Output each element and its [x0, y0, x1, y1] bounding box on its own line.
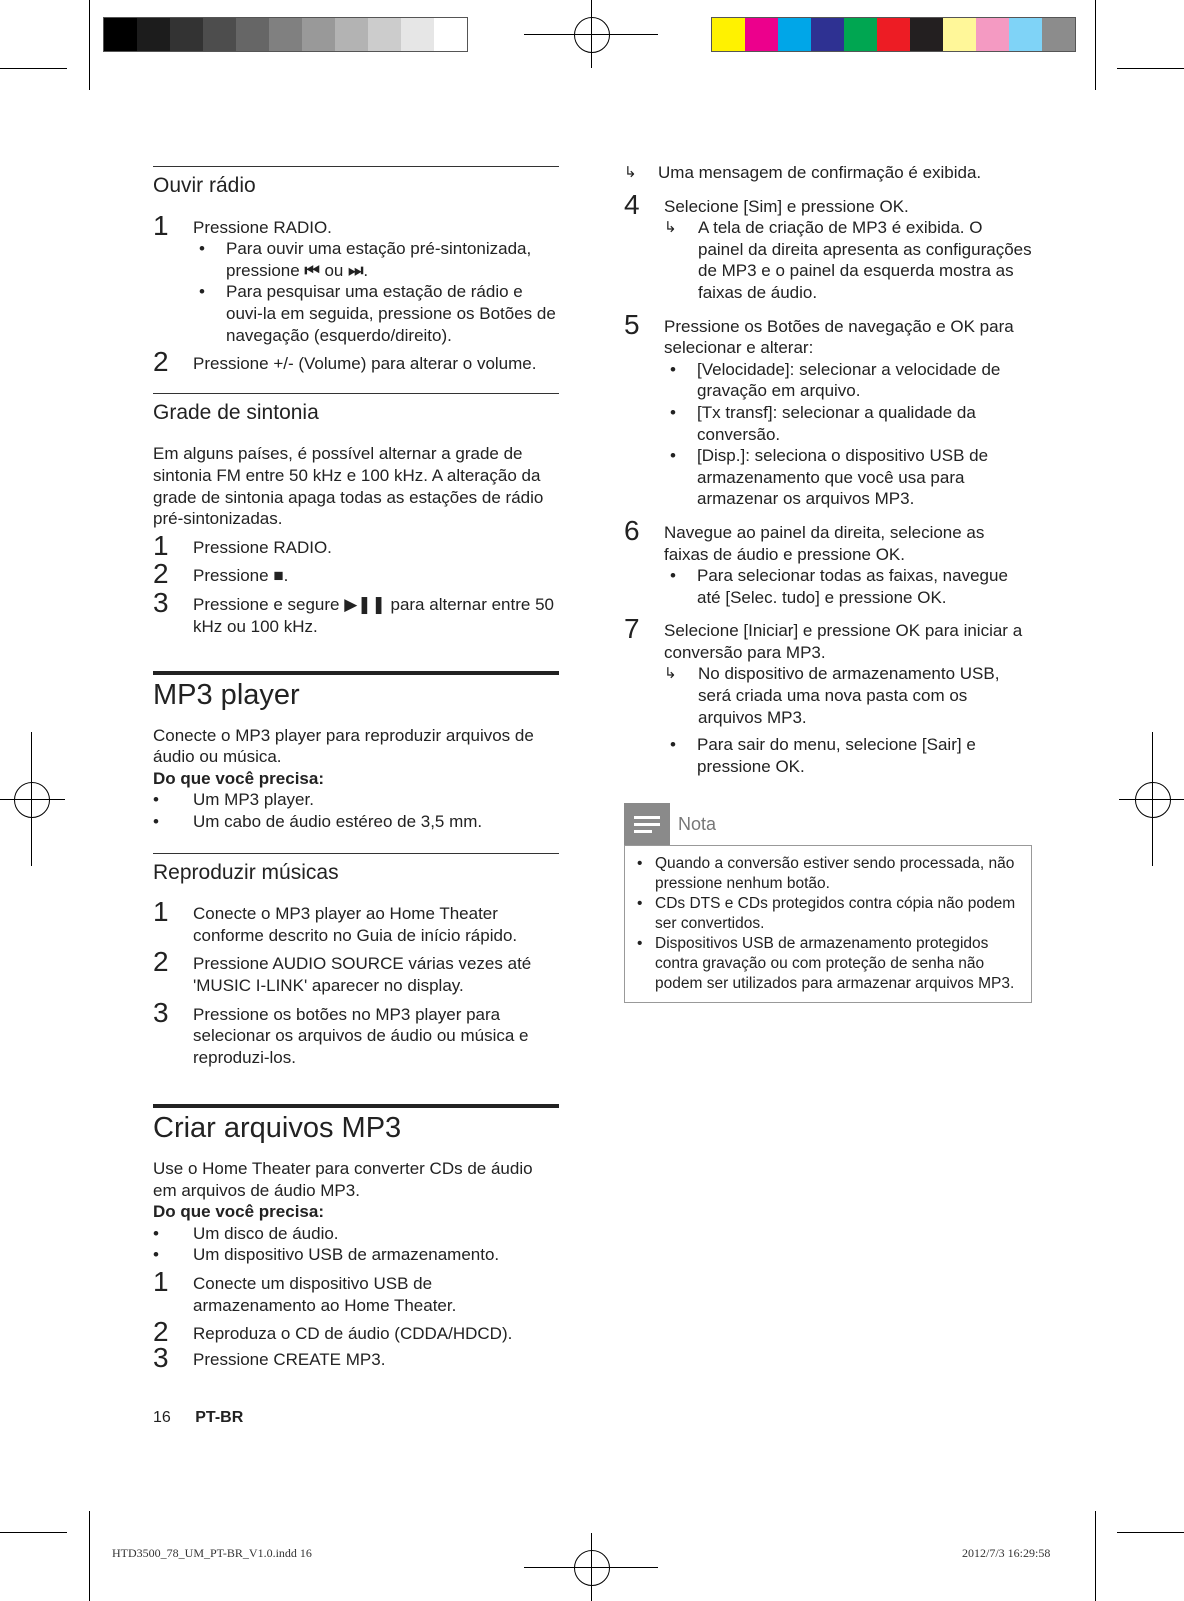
requirements-label: [153, 1201, 559, 1223]
bullet-text: : seleciona o dispositivo USB de armazenamento que você usa para armazenar os arquivos MP3.: [697, 446, 989, 509]
bullet-text: Um disco de áudio.: [193, 1223, 339, 1243]
color-swatch: [778, 18, 811, 51]
bullet-icon: •: [637, 935, 643, 953]
step-text: Conecte um dispositivo USB de armazenamento ao Home Theater.: [193, 1273, 457, 1315]
bullet-icon: •: [199, 239, 205, 259]
bullet-text: Um dispositivo USB de armazenamento.: [193, 1245, 500, 1265]
color-swatch: [976, 18, 1009, 51]
bullet-icon: •: [670, 566, 676, 586]
step-number: 3: [153, 1341, 169, 1373]
step-text: e: [931, 316, 951, 336]
note-text: Quando a conversão estiver sendo processada, não pressione nenhum botão.: [655, 855, 1015, 893]
file-slug: HTD3500_78_UM_PT-BR_V1.0.indd 16: [112, 1546, 312, 1560]
bullet-text: e pressione: [819, 587, 918, 607]
requirements-label-text: Do que você precisa:: [153, 768, 325, 788]
language-code: PT-BR: [195, 1409, 244, 1426]
step: [153, 209, 559, 347]
key-label: [Selec. tudo]: [725, 587, 820, 607]
paragraph: Em alguns países, é possível alternar a grade de sintonia FM entre 50 kHz e 100 kHz. A alteração da grade de sintonia apaga todas as estações de rádio pré-sintonizadas.: [153, 444, 544, 529]
color-swatch: [844, 18, 877, 51]
step-number: 3: [153, 996, 169, 1028]
key-label: [Velocidade]: [697, 359, 790, 379]
step-text: Pressione: [193, 566, 274, 586]
bullet-text: Para pesquisar uma estação de rádio e ouvi-la em seguida, pressione os: [226, 282, 523, 323]
registration-mark: [591, 0, 592, 68]
key-label: RADIO: [273, 537, 328, 557]
key-label: [Disp.]: [697, 446, 746, 466]
step-number: 7: [624, 613, 640, 645]
note-box: [624, 845, 1032, 1003]
color-swatch: [712, 18, 745, 51]
step-text: .: [327, 217, 332, 237]
bullet-text: : selecionar a qualidade da conversão.: [697, 402, 976, 444]
color-swatch: [203, 18, 236, 51]
key-label: OK: [917, 587, 942, 607]
bullet-icon: •: [637, 855, 643, 873]
bullet-text: Um cabo de áudio estéreo de 3,5 mm.: [193, 812, 483, 832]
bullet-item: [664, 359, 1032, 402]
registration-mark: [574, 17, 610, 53]
bullet-icon: •: [637, 895, 643, 913]
note-icon: [624, 803, 670, 845]
key-label: [Sim]: [743, 196, 783, 216]
step-text: Pressione: [193, 954, 273, 974]
color-swatch: [877, 18, 910, 51]
key-label: Volume: [304, 354, 361, 374]
step-number: 2: [153, 1316, 169, 1348]
step-text: Reproduza o CD de áudio (CDDA/HDCD).: [193, 1324, 513, 1344]
bullet-icon: •: [153, 790, 159, 810]
date-slug: 2012/7/3 16:29:58: [962, 1546, 1051, 1560]
requirements-label: [153, 768, 559, 790]
bullet-icon: •: [670, 359, 676, 379]
key-label: RADIO: [273, 217, 328, 237]
step: [153, 996, 559, 1069]
bullet-text: : selecionar a velocidade de gravação em arquivo.: [697, 359, 1001, 401]
step-text: .: [380, 1349, 386, 1369]
step-text: Selecione: [664, 621, 744, 641]
step-number: 6: [624, 514, 640, 546]
step-number: 4: [624, 188, 640, 220]
color-swatch: [335, 18, 368, 51]
crop-mark: [1095, 0, 1096, 90]
bullet-icon: •: [153, 1223, 159, 1243]
registration-mark: [1152, 732, 1153, 866]
step-number: 1: [153, 209, 169, 241]
bullet-item: [193, 238, 559, 281]
bullet-item: [193, 281, 559, 346]
key-label: OK: [875, 544, 901, 564]
bullet-text: .: [941, 587, 947, 607]
step-text: várias vezes até ': [193, 954, 532, 996]
step-text: para selecionar e alterar:: [664, 316, 1014, 358]
key-label: CREATE MP3: [273, 1349, 381, 1369]
bullet-item: [153, 811, 559, 833]
key-label: Botões de navegação: [767, 316, 932, 336]
bullet-item: [664, 734, 1032, 777]
step: [153, 1341, 559, 1373]
section-rule: [153, 393, 559, 394]
step-text: .: [904, 196, 909, 216]
step-number: 2: [153, 346, 169, 378]
result-item: [664, 663, 1032, 728]
result-text: Uma mensagem de confirmação é exibida.: [658, 163, 982, 182]
step: [624, 188, 1032, 304]
step: [153, 529, 559, 561]
bullet-item: [664, 402, 1032, 445]
step-text: Pressione: [193, 537, 274, 557]
key-label: OK: [775, 756, 800, 776]
color-bar: [711, 17, 1076, 52]
section-title: Ouvir rádio: [153, 174, 256, 197]
color-swatch: [1009, 18, 1042, 51]
color-swatch: [401, 18, 434, 51]
arrow-icon: ↳: [664, 219, 677, 237]
registration-mark: [591, 1533, 592, 1601]
step: [153, 1265, 559, 1316]
note-item: [637, 854, 1019, 894]
right-column: [624, 162, 1032, 1003]
color-swatch: [302, 18, 335, 51]
key-label: MUSIC I-LINK: [196, 976, 304, 996]
registration-mark: [1135, 782, 1171, 818]
bullet-text: Para selecionar todas as faixas, navegue até: [697, 566, 1008, 607]
step-text: Pressione: [193, 217, 274, 237]
note-text: Dispositivos USB de armazenamento protegidos contra gravação ou com proteção de senha não podem ser utilizados para armazenar arquivos MP3.: [655, 935, 1015, 993]
step-text: Selecione: [664, 196, 744, 216]
bullet-text: Para ouvir uma estação pré-sintonizada, pressione: [226, 239, 532, 280]
step-text: para iniciar a conversão para MP3.: [664, 621, 1023, 662]
crop-mark: [0, 1532, 67, 1533]
bullet-text: Para sair do menu, selecione: [697, 735, 922, 755]
color-swatch: [434, 18, 467, 51]
step-number: 2: [153, 558, 169, 590]
crop-mark: [89, 0, 90, 90]
step-text: .: [900, 544, 905, 564]
bullet-icon: •: [670, 735, 676, 755]
note-item: [637, 934, 1019, 994]
bullet-item: [664, 445, 1032, 510]
page-number: 16: [153, 1409, 171, 1426]
color-swatch: [1042, 18, 1075, 51]
bullet-icon: •: [670, 402, 676, 422]
section-rule: [153, 853, 559, 854]
bullet-item: [664, 565, 1032, 608]
section-title: Reproduzir músicas: [153, 860, 339, 884]
step-text: Pressione e segure: [193, 594, 345, 614]
step-text: Conecte o MP3 player ao Home Theater conforme descrito no Guia de início rápido.: [193, 904, 518, 945]
step-text: e pressione: [782, 196, 880, 216]
step-text: Pressione os botões no MP3 player para selecionar os arquivos de áudio ou música e reproduzi-los.: [193, 1004, 529, 1067]
step-text: .: [327, 537, 332, 557]
next-icon: ⏭: [348, 260, 364, 280]
color-swatch: [269, 18, 302, 51]
requirements-label-text: Do que você precisa:: [153, 1202, 325, 1222]
section-title: Grade de sintonia: [153, 400, 319, 424]
step-number: 1: [153, 529, 169, 561]
stop-icon: ■: [273, 566, 284, 586]
key-label: [Tx transf]: [697, 402, 773, 422]
bullet-text: Um MP3 player.: [193, 790, 314, 810]
step-text: para alternar entre 50 kHz ou 100 kHz.: [193, 594, 554, 636]
key-label: [Sair]: [921, 735, 962, 755]
bullet-text: (esquerdo/direito).: [309, 325, 452, 345]
key-label: [Iniciar]: [743, 621, 799, 641]
key-label: Botões de navegação: [226, 303, 556, 345]
key-label: AUDIO SOURCE: [272, 954, 404, 974]
chapter-rule: [153, 1104, 559, 1108]
left-column: [153, 166, 559, 1373]
step: [153, 1316, 559, 1348]
registration-mark: [0, 799, 65, 800]
result-item: [624, 162, 1032, 184]
arrow-icon: ↳: [664, 665, 677, 683]
step-text: Navegue ao painel da direita, selecione as faixas de áudio e pressione: [664, 522, 985, 564]
crop-mark: [89, 1511, 90, 1601]
play-pause-icon: ▶❚❚: [344, 594, 386, 614]
previous-icon: ⏮: [304, 260, 320, 280]
key-label: +/-: [273, 354, 294, 374]
color-swatch: [910, 18, 943, 51]
step: [153, 946, 559, 996]
step: [153, 346, 559, 378]
step-text: ) para alterar o volume.: [360, 354, 537, 374]
registration-mark: [31, 732, 32, 866]
bullet-text: .: [363, 260, 369, 280]
bullet-text: ou: [319, 260, 349, 280]
crop-mark: [0, 68, 67, 69]
paragraph: Use o Home Theater para converter CDs de áudio em arquivos de áudio MP3.: [153, 1159, 533, 1200]
color-swatch: [104, 18, 137, 51]
bullet-item: [153, 789, 559, 811]
step-number: 3: [153, 586, 169, 618]
step: [153, 558, 559, 590]
bullet-text: e pressione: [697, 735, 976, 776]
note-item: [637, 894, 1019, 934]
result-item: [664, 217, 1032, 303]
crop-mark: [1095, 1511, 1096, 1601]
chapter-title: MP3 player: [153, 679, 300, 712]
step-number: 1: [153, 1265, 169, 1297]
key-label: OK: [879, 196, 905, 216]
note-text: CDs DTS e CDs protegidos contra cópia não podem ser convertidos.: [655, 895, 1016, 933]
step-text: Pressione: [193, 1349, 274, 1369]
step-text: (: [293, 354, 305, 374]
step-text: ' aparecer no display.: [303, 976, 464, 996]
step: [153, 586, 559, 637]
crop-mark: [1117, 68, 1184, 69]
note-header: [624, 803, 1032, 845]
chapter-rule: [153, 671, 559, 675]
step: [153, 896, 559, 946]
result-text: A tela de criação de MP3 é exibida. O painel da direita apresenta as configurações de MP3 e o painel da esquerda mostra as faixas de áudio.: [698, 218, 1032, 302]
bullet-item: [153, 1223, 559, 1245]
color-swatch: [137, 18, 170, 51]
color-swatch: [170, 18, 203, 51]
section-rule: [153, 166, 559, 167]
crop-mark: [1117, 1532, 1184, 1533]
registration-mark: [574, 1550, 610, 1586]
step-text: Pressione: [193, 354, 274, 374]
arrow-icon: ↳: [624, 164, 637, 181]
color-swatch: [745, 18, 778, 51]
step: [624, 514, 1032, 608]
color-swatch: [811, 18, 844, 51]
key-label: OK: [950, 316, 975, 336]
step: [624, 308, 1032, 510]
step-number: 1: [153, 896, 169, 928]
bullet-icon: •: [199, 282, 205, 302]
color-swatch: [943, 18, 976, 51]
bullet-text: .: [800, 756, 805, 776]
step: [624, 613, 1032, 777]
step-number: 5: [624, 308, 640, 340]
bullet-icon: •: [153, 1245, 159, 1265]
note-label: Nota: [678, 813, 717, 834]
chapter-title: Criar arquivos MP3: [153, 1112, 402, 1145]
step-number: 2: [153, 946, 169, 978]
color-swatch: [368, 18, 401, 51]
bullet-item: [153, 1244, 559, 1266]
step-text: .: [283, 566, 289, 586]
grayscale-bar: [103, 17, 468, 52]
step-text: e pressione: [798, 621, 896, 641]
result-text: No dispositivo de armazenamento USB, será criada uma nova pasta com os arquivos MP3.: [698, 664, 1000, 727]
bullet-icon: •: [670, 446, 676, 466]
bullet-icon: •: [153, 812, 159, 832]
registration-mark: [14, 782, 50, 818]
step-text: Pressione os: [664, 316, 767, 336]
paragraph: Conecte o MP3 player para reproduzir arquivos de áudio ou música.: [153, 725, 534, 767]
page-footer: [153, 1409, 243, 1427]
color-swatch: [236, 18, 269, 51]
key-label: OK: [895, 621, 921, 641]
